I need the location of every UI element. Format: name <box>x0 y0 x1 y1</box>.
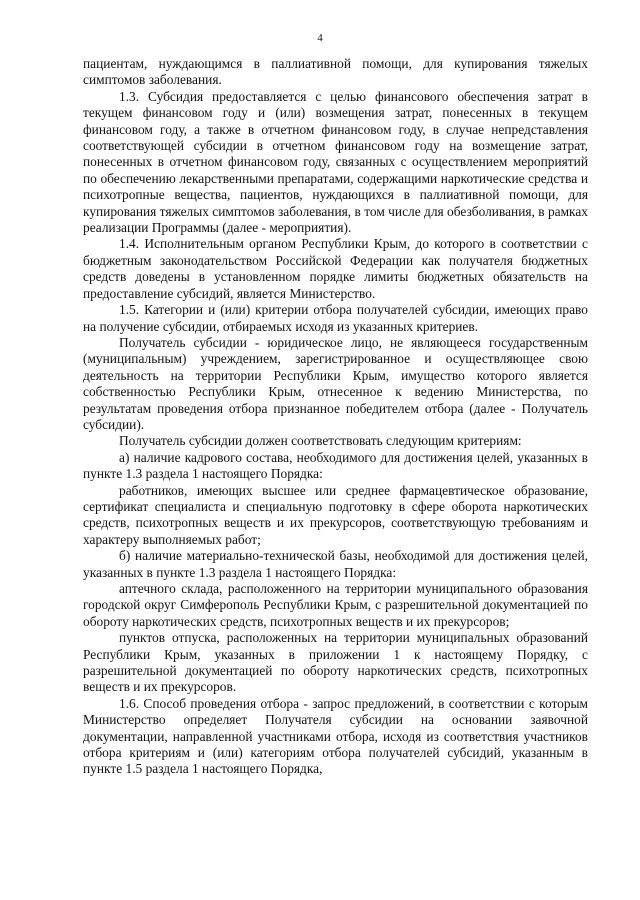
paragraph-criterion-b-warehouse: аптечного склада, расположенного на территории муниципального образования городской округ Симферополь Республики Крым, с разрешительной документацией по обороту наркотических средств, психотропных веществ и их прекурсоров; <box>83 581 588 629</box>
paragraph-criterion-a: а) наличие кадрового состава, необходимого для достижения целей, указанных в пункте 1.3 раздела 1 настоящего Порядка: <box>83 449 588 482</box>
paragraph-criterion-b: б) наличие материально-технической базы, необходимой для достижения целей, указанных в пункте 1.3 раздела 1 настоящего Порядка: <box>83 548 588 580</box>
paragraph-criterion-a-staff: работников, имеющих высшее или среднее фармацевтическое образование, сертификат специалиста и специальную подготовку в сфере оборота наркотических средств, психотропных веществ и их прекурсоров, соответствующую требованиям и характеру выполняемых работ; <box>83 482 588 547</box>
paragraph-criterion-b-outlets: пунктов отпуска, расположенных на территории муниципальных образований Республики Крым, указанных в приложении 1 к настоящему Порядку, с разрешительной документацией по обороту наркотических средств, психотропных веществ и их прекурсоров. <box>83 630 588 695</box>
paragraph-recipient-definition: Получатель субсидии - юридическое лицо, не являющееся государственным (муниципальным) учреждением, зарегистрированное и осуществляющее свою деятельность на территории Республики Крым, имущество которого является собственностью Республики Крым, отнесенное к ведению Министерства, по результатам проведения отбора признанное победителем отбора (далее - Получатель субсидии). <box>83 334 588 432</box>
paragraph-1-3: 1.3. Субсидия предоставляется с целью финансового обеспечения затрат в текущем финансовом году и (или) возмещения затрат, понесенных в текущем финансовом году, а также в отчетном финансовом году, в случае непредставления соответствующей субсидии в отчетном финансовом году на возмещение затрат, понесенных в отчетном финансовом году, связанных с осуществлением мероприятий по обеспечению лекарственными препаратами, содержащими наркотические средства и психотропные вещества, пациентов, нуждающихся в паллиативной помощи, для купирования тяжелых симптомов заболевания, в том числе для обезболивания, в рамках реализации Программы (далее - мероприятия). <box>83 88 588 236</box>
paragraph-criteria-intro: Получатель субсидии должен соответствовать следующим критериям: <box>119 433 522 449</box>
paragraph-continuation: пациентам, нуждающимся в паллиативной помощи, для купирования тяжелых симптомов заболевания. <box>83 56 588 88</box>
paragraph-1-4: 1.4. Исполнительным органом Республики Крым, до которого в соответствии с бюджетным законодательством Российской Федерации как получателя бюджетных средств доведены в установленном порядке лимиты бюджетных обязательств на предоставление субсидий, является Министерство. <box>83 236 588 301</box>
page-number: 4 <box>317 32 323 44</box>
paragraph-1-5: 1.5. Категории и (или) критерии отбора получателей субсидии, имеющих право на получение субсидии, отбираемых исходя из указанных критериев. <box>83 302 588 334</box>
paragraph-1-6: 1.6. Способ проведения отбора - запрос предложений, в соответствии с которым Министерство определяет Получателя субсидии на основании заявочной документации, направленной участниками отбора, исходя из соответствия участников отбора критериям и (или) категориям отбора получателей субсидий, указанным в пункте 1.5 раздела 1 настоящего Порядка, <box>83 695 588 777</box>
document-body <box>83 56 588 778</box>
